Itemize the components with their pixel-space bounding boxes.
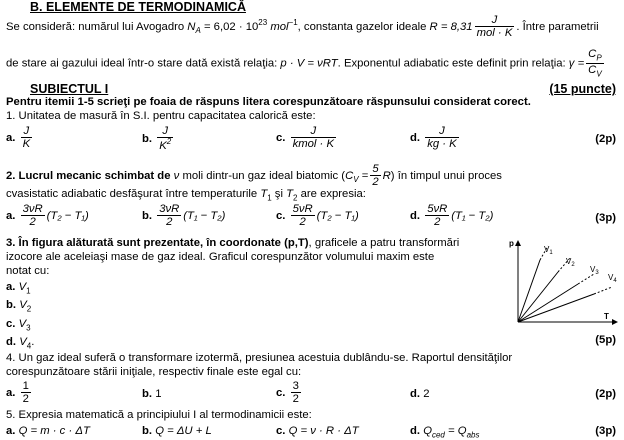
option-sub: 3 — [26, 323, 31, 333]
avogadro-unit: mol — [267, 20, 289, 33]
option-label: c. — [6, 318, 16, 330]
v-sub: 1 — [549, 250, 553, 256]
option-sub: ced — [431, 430, 445, 440]
frac-num: 3 — [292, 380, 299, 392]
frac-den: 2 — [372, 176, 379, 189]
q3-line-2: izocore ale aceleiaşi mase de gaz ideal. Graficul corespunzător volumului maxim este — [6, 251, 435, 263]
q3-option-d — [6, 336, 34, 350]
option-label: d. — [410, 388, 421, 400]
t-axis-arrow — [612, 319, 618, 325]
q2-a-frac — [21, 203, 45, 229]
q1-b-frac — [157, 125, 173, 153]
frac-den: 2 — [292, 393, 299, 406]
option-label: a. — [6, 131, 16, 144]
frac-num: C — [588, 48, 597, 60]
isochore-graph — [508, 238, 620, 330]
frac-num-sub: P — [596, 53, 602, 63]
t2-symbol: T — [286, 188, 294, 200]
frac-den-sub: V — [596, 69, 602, 79]
frac-den: mol · K — [476, 27, 513, 40]
frac-den: 2 — [166, 216, 173, 229]
intro-text-2: , constanta gazelor ideale — [297, 20, 427, 33]
q2-d-expr: (T₁ − T₂) — [451, 209, 494, 222]
frac-den: K — [159, 140, 167, 153]
frac-num: 5νR — [427, 203, 448, 215]
intro-text: Se consideră: numărul lui Avogadro — [6, 20, 185, 33]
q2-text: 2. Lucrul mecanic schimbat de — [6, 169, 171, 182]
frac-num: J — [475, 14, 515, 27]
v2-label — [566, 257, 575, 268]
q3-points: (5p) — [595, 334, 616, 346]
option-sub-2: abs — [466, 430, 480, 440]
t2-sub: 2 — [293, 193, 298, 203]
q3-text: 3. În figura alăturată sunt prezentate, în coordonate — [6, 237, 281, 249]
v-letter: V — [590, 265, 596, 274]
q5-points: (3p) — [595, 425, 616, 437]
option-label: c. — [276, 209, 286, 222]
option-value: V — [18, 318, 27, 330]
q3-line-3: notat cu: — [6, 265, 50, 277]
instruction: Pentru itemii 1-5 scrieţi pe foaia de răspuns litera corespunzătoare răspunsului considerat corect. — [6, 96, 531, 108]
q1-a-frac — [21, 125, 33, 151]
q4-option-b — [142, 388, 161, 400]
avogadro-symbol: N — [187, 20, 196, 33]
q2-text-2: moli dintr-un gaz ideal biatomic ( — [182, 169, 346, 182]
q4-option-c — [276, 380, 303, 406]
frac-num: J — [425, 125, 459, 138]
frac-den: kg · K — [427, 138, 457, 151]
option-label: a. — [6, 281, 16, 293]
frac-den-exp: 2 — [166, 137, 172, 147]
q2-text-4: cvasistatic adiabatic desfăşurat între temperaturile — [6, 188, 258, 200]
option-label: b. — [142, 425, 153, 437]
q5-option-b — [142, 425, 212, 437]
option-value: Q — [423, 425, 432, 437]
frac-num: 3νR — [22, 203, 43, 215]
q4-option-a — [6, 380, 33, 406]
option-value: Q = ν · R · ΔT — [288, 425, 359, 437]
gas-constant: R = 8,31 — [429, 20, 473, 33]
q4-line-1: 4. Un gaz ideal suferă o transformare izotermă, presiunea acestuia dublându-se. Raportul densităţilor — [6, 352, 513, 364]
subject-title: SUBIECTUL I — [30, 82, 109, 96]
avogadro-value: = 6,02 · 10 — [200, 20, 259, 33]
section-title: B. ELEMENTE DE TERMODINAMICĂ — [30, 0, 246, 14]
q3-text-2: , graficele a patru transformări — [308, 237, 460, 249]
q4-points: (2p) — [595, 388, 616, 400]
q2-points: (3p) — [595, 212, 616, 224]
q1-option-b — [142, 125, 175, 153]
q2-option-a — [6, 203, 89, 229]
frac-num: 3νR — [159, 203, 180, 215]
cv-eq: = — [358, 169, 369, 182]
isochore-v3-ext — [578, 274, 594, 284]
cv-sub: V — [353, 175, 359, 185]
q2-a-expr: (T₂ − T₁) — [46, 209, 89, 222]
q4-option-d — [410, 388, 429, 400]
frac-den: K — [22, 138, 31, 151]
option-sub: 4 — [26, 341, 32, 351]
v1-label — [544, 245, 553, 256]
gamma-symbol: γ = — [568, 57, 585, 70]
option-label: c. — [276, 386, 286, 399]
v-sub: 2 — [571, 262, 575, 268]
option-label: a. — [6, 386, 16, 399]
avogadro-unit-exp: −1 — [288, 18, 298, 28]
frac-den: 2 — [434, 216, 441, 229]
option-label: b. — [142, 132, 153, 145]
q4-line-2: corespunzătoare stării iniţiale, respectiv finale este egal cu: — [6, 366, 302, 378]
frac-num: 1 — [22, 380, 29, 392]
nu-symbol: ν — [173, 169, 180, 182]
q5-option-a — [6, 425, 90, 437]
option-value: Q = m · c · ΔT — [18, 425, 90, 437]
t1-symbol: T — [260, 188, 268, 200]
option-value: 2 — [423, 388, 430, 400]
q5-text: 5. Expresia matematică a principiului I al termodinamicii este: — [6, 409, 312, 421]
intro-text-3: . Între parametrii — [516, 20, 599, 33]
option-label: d. — [410, 425, 421, 437]
q1-option-c — [276, 125, 338, 151]
option-label: b. — [6, 299, 17, 311]
option-label: d. — [6, 336, 17, 348]
intro-line-2 — [6, 48, 606, 79]
option-label: d. — [410, 209, 421, 222]
v-sub: 4 — [613, 278, 617, 284]
option-label: b. — [142, 388, 153, 400]
q3-coords: (p,T) — [284, 237, 309, 249]
q4-a-frac — [21, 380, 31, 406]
q1-option-d — [410, 125, 461, 151]
frac-den: kmol · K — [292, 138, 334, 151]
q2-line-2 — [6, 188, 366, 202]
option-label: d. — [410, 131, 421, 144]
gas-constant-unit — [475, 14, 515, 40]
q2-d-frac — [425, 203, 449, 229]
q2-option-b — [142, 203, 225, 229]
q2-text-3: ) în timpul unui proces — [390, 169, 502, 182]
and-text: şi — [271, 188, 287, 200]
q5-option-d — [410, 425, 479, 439]
q2-option-d — [410, 203, 493, 229]
v-letter: V — [566, 257, 572, 266]
avogadro-exp: 23 — [258, 18, 268, 28]
frac-num: 5νR — [292, 203, 313, 215]
gamma-fraction — [586, 48, 604, 79]
q2-b-frac — [157, 203, 181, 229]
q3-option-a — [6, 281, 31, 295]
q1-c-frac — [291, 125, 336, 151]
intro-text-5: . Exponentul adiabatic este definit prin relaţia: — [337, 57, 566, 70]
state-equation: p · V = νRT — [280, 57, 338, 70]
isochore-v4-ext — [594, 287, 612, 294]
p-axis-label: p — [509, 239, 514, 248]
option-value: 1 — [155, 388, 162, 400]
option-value: V — [18, 281, 27, 293]
q2-line-1 — [6, 163, 502, 189]
frac-den: 2 — [22, 393, 29, 406]
v-sub: 3 — [595, 270, 599, 276]
q4-c-frac — [291, 380, 301, 406]
avogadro-sub: A — [195, 26, 201, 36]
option-value: V — [19, 299, 27, 311]
t-axis-label: T — [604, 312, 609, 321]
option-label: c. — [276, 425, 286, 437]
v3-label — [590, 265, 599, 276]
q2-b-expr: (T₁ − T₂) — [183, 209, 226, 222]
frac-num: J — [21, 125, 33, 138]
t1-sub: 1 — [267, 193, 272, 203]
option-label: a. — [6, 209, 16, 222]
q5-option-c — [276, 425, 359, 437]
option-value: Q = ΔU + L — [155, 425, 212, 437]
option-value-2: = Q — [444, 425, 467, 437]
v-letter: V — [544, 245, 550, 254]
frac-num: J — [157, 125, 173, 138]
subject-score: (15 puncte) — [549, 82, 616, 96]
q1-d-frac — [425, 125, 459, 151]
intro-line-1 — [6, 14, 599, 40]
frac-den: 2 — [29, 216, 36, 229]
option-end: . — [31, 336, 35, 348]
cv-symbol: C — [345, 169, 354, 182]
v-letter: V — [608, 273, 614, 282]
q2-text-5: are expresia: — [297, 188, 366, 200]
frac-den: 2 — [299, 216, 306, 229]
q3-option-c — [6, 318, 31, 332]
p-axis-arrow — [515, 240, 521, 246]
isochore-v1 — [518, 260, 540, 322]
q1-text: 1. Unitatea de masură în S.I. pentru capacitatea calorică este: — [6, 110, 316, 122]
option-label: a. — [6, 425, 16, 437]
q1-points: (2p) — [595, 133, 616, 145]
v4-label — [608, 273, 617, 284]
cv-frac — [370, 163, 380, 189]
frac-den: C — [588, 64, 597, 77]
frac-num: J — [291, 125, 336, 138]
cv-r: R — [382, 169, 391, 182]
q3-option-b — [6, 299, 31, 313]
q2-c-frac — [291, 203, 315, 229]
intro-text-4: de stare ai gazului ideal într-o stare dată există relaţia: — [6, 57, 278, 70]
option-label: b. — [142, 209, 153, 222]
option-value: V — [19, 336, 27, 348]
q2-c-expr: (T₂ − T₁) — [316, 209, 359, 222]
option-sub: 2 — [26, 304, 32, 314]
frac-num: 5 — [372, 163, 379, 175]
option-sub: 1 — [26, 286, 31, 296]
q3-line-1 — [6, 237, 459, 250]
option-label: c. — [276, 131, 286, 144]
q1-option-a — [6, 125, 34, 151]
q2-option-c — [276, 203, 359, 229]
